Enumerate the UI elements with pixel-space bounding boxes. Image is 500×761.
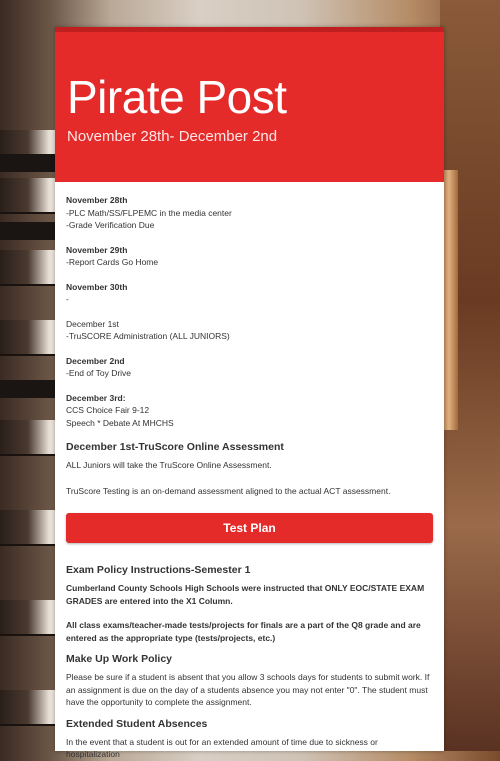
exam-policy-title: Exam Policy Instructions-Semester 1 xyxy=(66,564,251,576)
extended-para: In the event that a student is out for an extended amount of time due to sickness or hospitalization xyxy=(66,736,378,759)
event-item xyxy=(66,244,433,269)
event-item xyxy=(66,355,433,380)
event-date: November 29th xyxy=(66,244,128,255)
event-detail: -End of Toy Drive xyxy=(66,368,132,378)
event-item xyxy=(66,318,433,343)
events-list xyxy=(66,194,433,429)
event-detail: -Grade Verification Due xyxy=(66,220,155,230)
extended-section xyxy=(66,718,433,761)
exam-policy-para-2: All class exams/teacher-made tests/projects for finals are a part of the Q8 grade and are entered as the appropriate type (tests/projects, etc.) xyxy=(66,620,421,643)
event-detail: - xyxy=(66,294,69,304)
exam-policy-para-1: Cumberland County Schools High Schools were instructed that ONLY EOC/STATE EXAM GRADES are entered into the X1 Column. xyxy=(66,583,425,606)
makeup-para: Please be sure if a student is absent that you allow 3 schools days for students to submit work. If an assignment is due on the day of a students absence you may not enter "0". The student must have the opportunity to complete the assignment. xyxy=(66,672,430,707)
newsletter-content xyxy=(55,182,444,761)
event-date: November 30th xyxy=(66,281,128,292)
event-item xyxy=(66,281,433,306)
event-detail: -PLC Math/SS/FLPEMC in the media center xyxy=(66,207,232,218)
event-date: December 1st xyxy=(66,318,119,329)
newsletter-date-range: November 28th- December 2nd xyxy=(67,128,278,145)
truscore-title: December 1st-TruScore Online Assessment xyxy=(66,441,284,453)
truscore-para-1: ALL Juniors will take the TruScore Online Assessment. xyxy=(66,460,272,470)
makeup-title: Make Up Work Policy xyxy=(66,653,173,665)
newsletter-header xyxy=(55,27,444,182)
event-date: December 2nd xyxy=(66,355,125,366)
makeup-section xyxy=(66,653,433,709)
event-detail: CCS Choice Fair 9-12 xyxy=(66,405,150,415)
newsletter-card xyxy=(55,27,444,759)
test-plan-button[interactable]: Test Plan xyxy=(66,513,433,543)
truscore-para-2: TruScore Testing is an on-demand assessment aligned to the actual ACT assessment. xyxy=(66,485,391,496)
piano-black-key xyxy=(0,154,58,172)
event-detail: -TruSCORE Administration (ALL JUNIORS) xyxy=(66,331,230,341)
event-date: November 28th xyxy=(66,195,128,205)
piano-black-key xyxy=(0,222,58,240)
event-detail: -Report Cards Go Home xyxy=(66,257,159,267)
event-item xyxy=(66,194,433,232)
piano-black-key xyxy=(0,380,58,398)
exam-policy-section xyxy=(66,564,433,644)
event-item xyxy=(66,392,433,430)
event-detail: Speech * Debate At MHCHS xyxy=(66,417,174,428)
newsletter-title: Pirate Post xyxy=(67,71,287,123)
truscore-section xyxy=(66,441,433,497)
event-date: December 3rd: xyxy=(66,392,126,403)
extended-title: Extended Student Absences xyxy=(66,717,208,730)
